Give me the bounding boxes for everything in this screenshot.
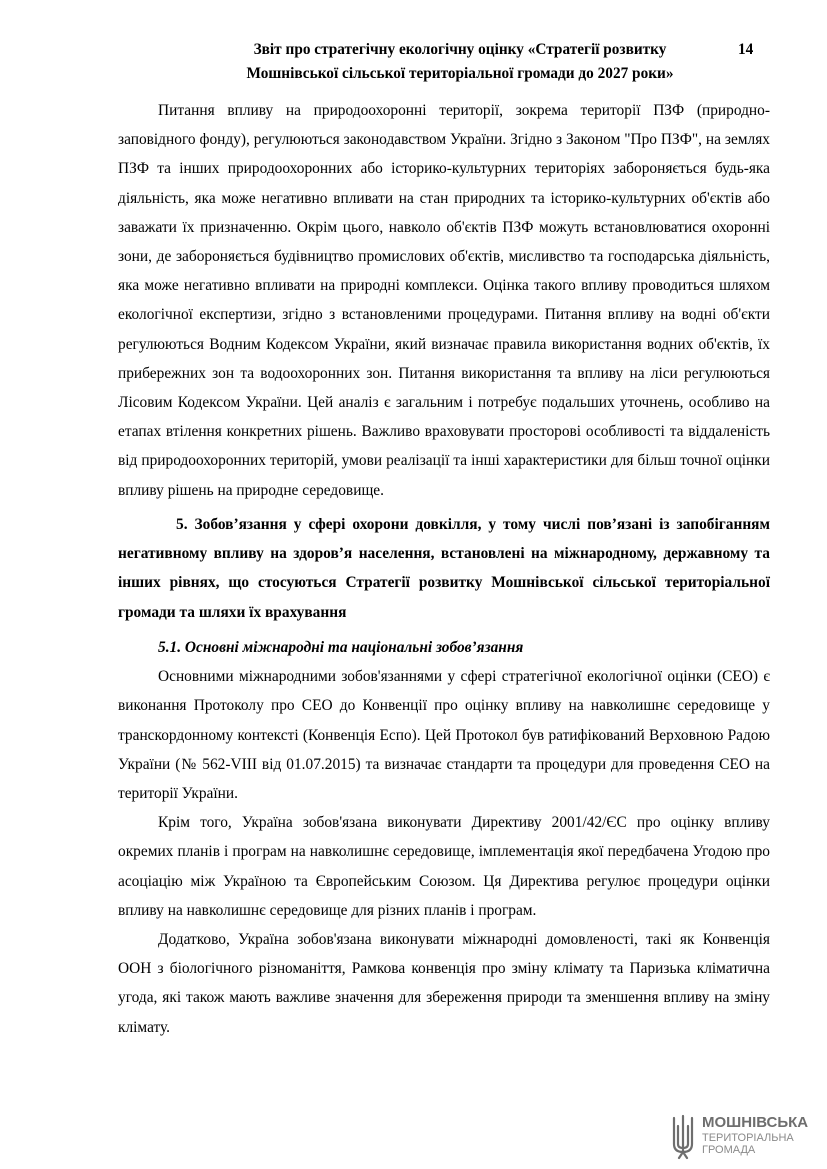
logo-subtitle-line1: ТЕРИТОРІАЛЬНА xyxy=(702,1132,794,1144)
paragraph-eu-directive: Крім того, Україна зобов'язана виконувати Директиву 2001/42/ЄС про оцінку впливу окремих планів і програм на навколишнє середовище, імплементація якої передбачена Угодою про асоціацію між Україною та Європейським Союзом. Ця Директива регулює процедури оцінки впливу на навколишнє середовище для різних планів і програм. xyxy=(118,814,770,919)
logo-name: МОШНІВСЬКА xyxy=(702,1114,809,1131)
paragraph-international-agreements: Додатково, Україна зобов'язана виконувати міжнародні домовленості, такі як Конвенція ООН з біологічного різноманіття, Рамкова конвенція про зміну клімату та Паризька кліматична угода, які також мають важливе значення для збереження природи та зменшення впливу на зміну клімату. xyxy=(118,931,770,1036)
paragraph-espoo-protocol: Основними міжнародними зобов'язаннями у сфері стратегічної екологічної оцінки (СЕО) є виконання Протоколу про СЕО до Конвенції про оцінку впливу на навколишнє середовище у транскордонному контексті (Конвенція Еспо). Цей Протокол був ратифікований Верховною Радою України (№ 562-VIII від 01.07.2015) та визначає стандарти та процедури для проведення СЕО на території України. xyxy=(118,668,770,803)
report-title-line1: Звіт про стратегічну екологічну оцінку «Стратегії розвитку xyxy=(253,41,667,58)
trident-icon xyxy=(668,1114,698,1160)
page-header xyxy=(0,38,827,88)
community-logo xyxy=(668,1114,818,1160)
page-number: 14 xyxy=(738,41,754,58)
paragraph-pzf-regulation: Питання впливу на природоохоронні території, зокрема території ПЗФ (природно-заповідного фонду), регулюються законодавством України. Згідно з Законом "Про ПЗФ", на землях ПЗФ та інших природоохоронних або історико-культурних територіях забороняється будь-яка діяльність, яка може негативно впливати на стан природних та історико-культурних об'єктів або заважати їх призначенню. Окрім цього, навколо об'єктів ПЗФ можуть встановлюватися охоронні зони, де забороняється будівництво промислових об'єктів, мисливство та господарська діяльність, яка може негативно впливати на природні комплекси. Оцінка такого впливу проводиться шляхом екологічної експертизи, згідно з встановленими процедурами. Питання впливу на водні об'єкти регулюються Водним Кодексом України, який визначає правила використання водних об'єктів, їх прибережних зон та водоохоронних зон. Питання використання та впливу на ліси регулюються Лісовим Кодексом України. Цей аналіз є загальним і потребує подальших уточнень, особливо на етапах втілення конкретних рішень. Важливо враховувати просторові особливості та віддаленість від природоохоронних територій, умови реалізації та інші характеристики для більш точної оцінки впливу рішень на природне середовище. xyxy=(118,102,770,499)
report-title-line2: Мошнівської сільської територіальної громади до 2027 роки» xyxy=(246,65,674,82)
document-body xyxy=(118,96,770,1042)
section-5-heading: 5. Зобов’язання у сфері охорони довкілля, у тому числі пов’язані із запобіганням негативному впливу на здоров’я населення, встановлені на міжнародному, державному та інших рівнях, що стосуються Стратегії розвитку Мошнівської сільської територіальної громади та шляхи їх врахування xyxy=(118,515,770,621)
report-title xyxy=(150,38,770,86)
logo-subtitle-line2: ГРОМАДА xyxy=(702,1144,756,1156)
subsection-5-1-heading: 5.1. Основні міжнародні та національні зобов’язання xyxy=(158,639,524,657)
